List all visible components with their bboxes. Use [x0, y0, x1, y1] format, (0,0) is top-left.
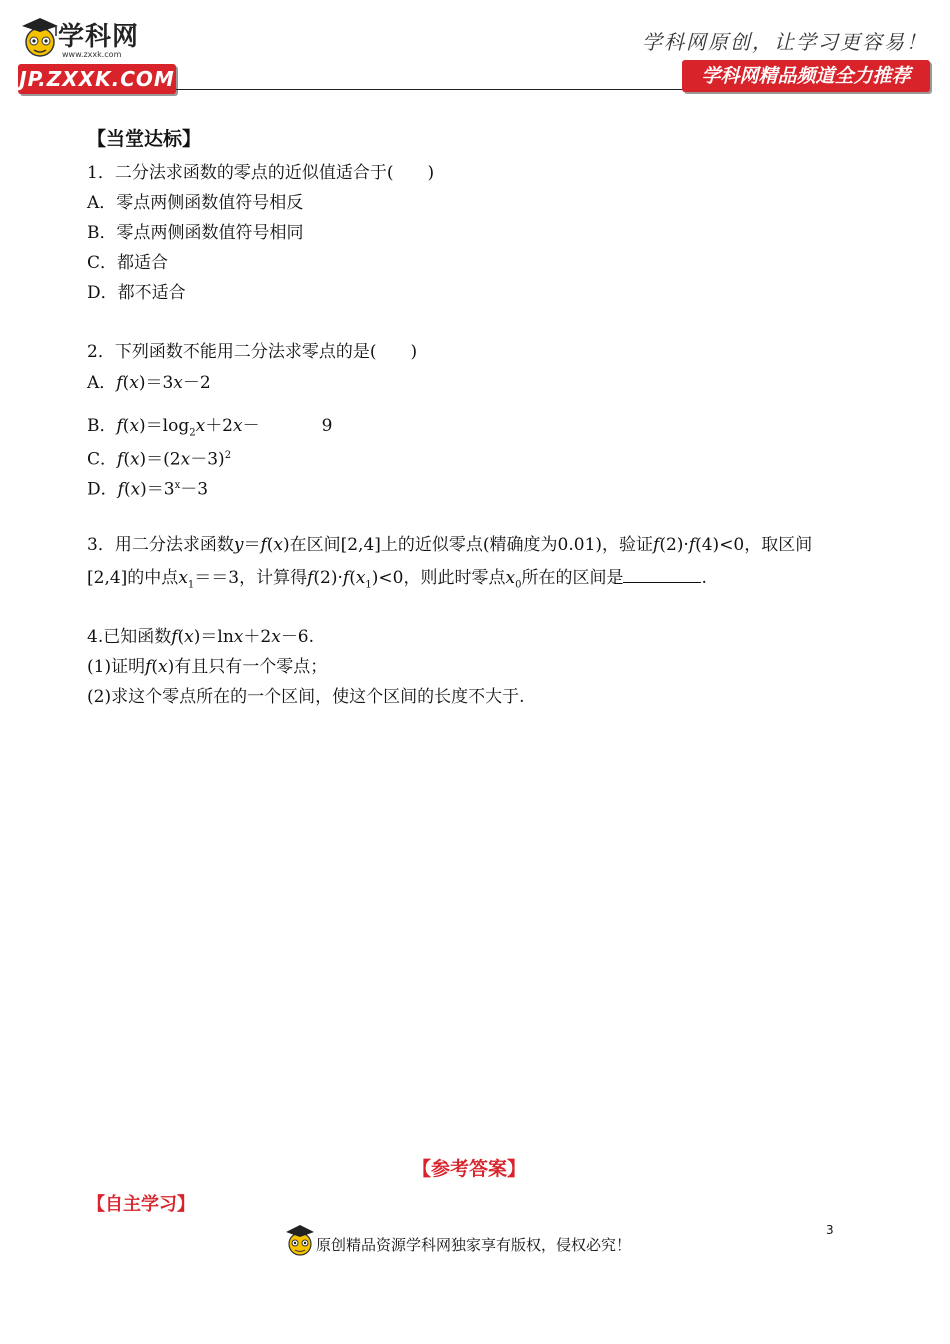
logo-name: 学科网 — [58, 22, 140, 52]
q3-line-2: [2,4]的中点$x_1==3$，计算得$f(2)\cdot f(x_1)<0$，则此时零点$x_0$所在的区间是 . — [87, 568, 707, 591]
q3-line-1: 3．用二分法求函数y＝f(x)在区间[2,4]上的近似零点(精确度为0.01)，验证f(2)·f(4)<0，取区间 — [87, 535, 813, 555]
q1-stem: 1．二分法求函数的零点的近似值适合于( ) — [87, 163, 435, 183]
section-title: 【当堂达标】 — [87, 128, 202, 150]
page-number: 3 — [826, 1223, 834, 1237]
q1-option-c: C．都适合 — [87, 253, 169, 273]
answer-blank[interactable] — [623, 566, 701, 583]
header-banner: 学科网精品频道全力推荐 — [682, 60, 930, 92]
header-slogan: 学科网原创，让学习更容易！ — [642, 30, 928, 54]
answer-title: 【参考答案】 — [412, 1158, 527, 1180]
q2-stem: 2．下列函数不能用二分法求零点的是( ) — [87, 342, 418, 362]
logo-url: www.zxxk.com — [62, 50, 122, 59]
q1-option-b: B．零点两侧函数值符号相同 — [87, 223, 304, 243]
q4-stem: 4.已知函数f(x)＝lnx＋2x－6. — [87, 627, 315, 647]
q1-option-a: A．零点两侧函数值符号相反 — [87, 193, 304, 213]
q4-sub-2: (2)求这个零点所在的一个区间，使这个区间的长度不大于. — [87, 687, 525, 707]
logo-badge: JP.ZXXK.COM — [18, 64, 176, 94]
q2-option-b: B．$f(x)=\log_2x+2x- 9$ — [87, 416, 333, 439]
footer-mascot-icon — [284, 1222, 316, 1260]
q2-option-a: A．f(x)＝3x－2 — [87, 373, 211, 393]
q2-option-c: C．$f(x)=(2x-3)^2$ — [87, 449, 232, 470]
mascot-icon — [20, 14, 60, 62]
self-study-title: 【自主学习】 — [87, 1194, 195, 1215]
q4-sub-1: (1)证明f(x)有且只有一个零点； — [87, 657, 328, 677]
q2-option-d: D．$f(x)=3^x-3$ — [87, 479, 209, 500]
footer-copyright: 原创精品资源学科网独家享有版权，侵权必究！ — [316, 1236, 632, 1254]
q1-option-d: D．都不适合 — [87, 283, 186, 303]
header-divider — [176, 89, 696, 90]
